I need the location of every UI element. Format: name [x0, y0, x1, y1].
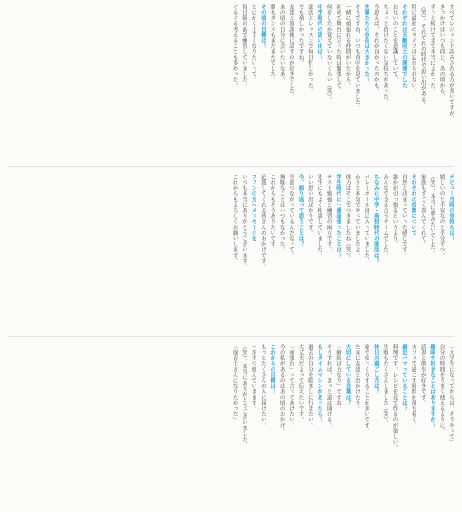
interview-text: 家でゆっくりすることが多いです。 — [363, 344, 370, 434]
interview-text: （笑）。本当にありがとうございました。 — [241, 344, 248, 448]
interview-text: 先生にもよく相談していました。 — [316, 174, 323, 258]
interview-question: これからの目標は？ — [269, 344, 276, 395]
interview-text: 一緒に頑張れる仲間がいたから。 — [344, 4, 351, 88]
interview-text: カフェで過ごす時間が落ち着く。 — [410, 344, 417, 428]
interview-text: 無駄なことは一つもなかった。 — [278, 174, 285, 253]
interview-text: バレーボール部に入っていました。 — [363, 174, 370, 264]
interview-text: あの頃の自分に会いたいなあ。 — [278, 4, 285, 83]
interview-text: ぐるぐる考えることも多かった。 — [231, 4, 238, 88]
interview-text: お互いのことを意識していて、 — [391, 4, 398, 83]
interview-text: これからもよろしくお願いします。 — [231, 174, 238, 264]
interview-text: そうですね、いつも背中を見ていました。 — [353, 4, 360, 111]
interview-question: 学生時代に一番頑張ったことは？ — [335, 174, 342, 258]
interview-question: ちなみに中学・高校時代の部活は？ — [372, 174, 379, 264]
interview-text: 部活とレッスンで毎日忙しかった。 — [306, 4, 313, 94]
interview-text: テスト勉強と練習の両立です。 — [325, 174, 332, 253]
interview-text: 毎日鏡の前で練習していました。 — [241, 4, 248, 88]
interview-text: そうすれば、きっと道は開ける。 — [325, 344, 332, 428]
interview-text: 体力はそこでつきましたね（笑）。 — [344, 174, 351, 261]
interview-text: 「大学生になってからは、そうやって」 — [448, 344, 454, 445]
interview-text: ずっと続けてきて本当によかった。 — [429, 4, 436, 94]
interview-text: 「継続は力なり」ですね。 — [335, 344, 342, 412]
interview-text: ちょっと負けたくない気持ちがあった。 — [382, 4, 389, 105]
interview-question: 最近ハマっていることは？ — [400, 344, 407, 412]
interview-text: きっかけはいつも同じ。あの頃から、 — [438, 4, 445, 100]
interview-text: 過去の自分を励ましに行きたい。 — [306, 344, 313, 428]
interview-question: 今、振り返って思うことは？ — [297, 174, 304, 247]
interview-text: 応援してくれる皆さんのおかげです。 — [259, 174, 266, 270]
interview-text: （笑）。それぞれの時代で思い出がある。 — [419, 4, 426, 108]
interview-text: 友達と放課後に話すのが好きでした。 — [288, 4, 295, 100]
interview-text: 誰かが引っ張るというより、 — [391, 174, 398, 247]
interview-text: わりと本気でやっていましたよ。 — [353, 174, 360, 258]
interview-text: でも楽しかったですね。 — [297, 4, 304, 66]
interview-text: 料理です。レシピを見て作るのが楽しい。 — [391, 344, 398, 451]
interview-text: 嬉しいのと不安なのと半分ずつ。 — [438, 174, 445, 258]
interview-text: 「保育士さんになりたかった」 — [231, 344, 238, 423]
interview-text: これからもそうありたいです。 — [269, 174, 276, 253]
interview-text: 歌もダンスもまだまだでした。 — [269, 4, 276, 83]
interview-text: 初めて舞台に立った時は緊張して、 — [335, 4, 342, 94]
interview-text: 大丈夫だよって伝えたいです。 — [297, 344, 304, 423]
interview-text: 今の私があるのはあの頃のおかげ。 — [278, 344, 285, 434]
interview-text: 失敗もたくさんしました（笑）。 — [382, 344, 389, 426]
interview-text: みんなで支え合うチームでした。 — [382, 174, 389, 258]
interview-text: 全部つながっているんだなって。 — [288, 174, 295, 258]
interview-question: 休日の過ごし方は？ — [372, 344, 379, 395]
interview-question: 趣味や好きなことはありますか？ — [429, 344, 436, 428]
interview-text: 読書と散歩が好きです。 — [419, 344, 426, 406]
interview-question: もしタイムマシンがあったら？ — [316, 344, 323, 423]
interview-question: 大切にしている言葉は？ — [344, 344, 351, 406]
divider — [8, 336, 454, 337]
interview-question: 中学時代の思い出は？ — [316, 4, 323, 60]
interview-text: 自分の時間をうまく使えるように。 — [438, 344, 445, 434]
interview-question: それぞれは天敵同士の関係でした — [400, 4, 407, 88]
interview-question: その頃の目標は？ — [259, 4, 266, 49]
interview-text: 自然と決まっていった感じです。 — [400, 174, 407, 258]
interview-question: 先輩たちの存在は大きかった？ — [363, 4, 370, 83]
interview-question: デビュー当時の気持ちは？ — [448, 174, 454, 242]
interview-text: 「頑張れ」って言ってあげたい。 — [288, 344, 295, 428]
text-band-bottom — [8, 344, 454, 508]
interview-text: たまに友達と出かけたり。 — [353, 344, 360, 412]
interview-text: 何をしたか覚えていないくらい（笑）。 — [325, 4, 332, 102]
text-band-top — [8, 4, 454, 162]
interview-text: もっとたくさんの人に届けたい。 — [259, 344, 266, 428]
interview-text: とにかく上手くなりたいって。 — [250, 4, 257, 83]
interview-question: それぞれの役割について — [410, 174, 417, 236]
text-band-middle — [8, 174, 454, 332]
interview-text: いい思い出ばかりです。 — [306, 174, 313, 236]
interview-text: 今思えば、それが良かったのかも。 — [372, 4, 379, 94]
interview-text: すべてレジェンド読みされる方が多いですが、 — [448, 4, 454, 122]
interview-text: （笑）。本当に夢みたいでした。 — [429, 174, 436, 256]
interview-text: いつも本当にありがとうございます。 — [241, 174, 248, 270]
divider — [8, 166, 454, 167]
interview-question: ファンの方へメッセージを — [250, 174, 257, 242]
interview-text: 一歩ずつ進んでいきます。 — [250, 344, 257, 412]
interview-text: 特に最初のライブは忘れられない。 — [410, 4, 417, 94]
interview-text: 家族もすごく喜んでくれて。 — [419, 174, 426, 247]
